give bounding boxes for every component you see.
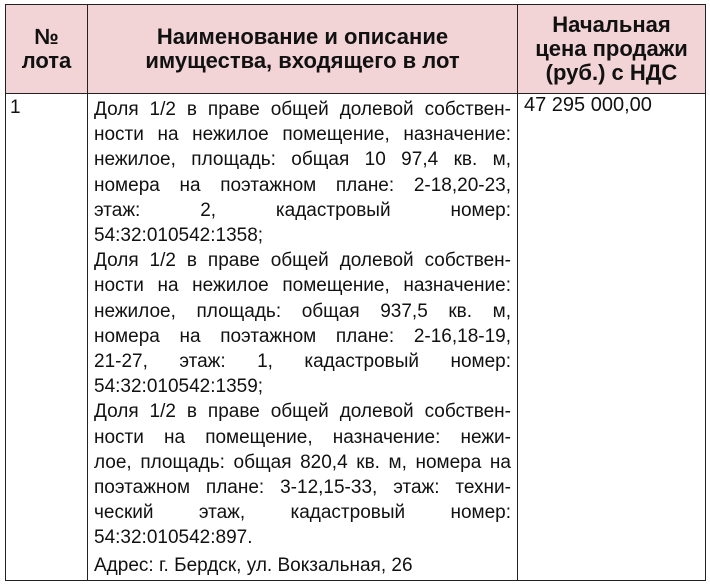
text-line: Доля 1/2 в праве общей долевой собствен- xyxy=(94,99,511,120)
text-line: Доля 1/2 в праве общей долевой собствен- xyxy=(94,250,511,272)
text-line: ности на помещение, назначение: нежи- xyxy=(94,426,511,448)
text-line: 54:32:010542:897. xyxy=(94,527,253,549)
text-line: 21-27, этаж: 1, кадастровый номер: xyxy=(94,351,511,373)
header-lot-line: лота xyxy=(21,48,72,73)
text-line: номера на поэтажном плане: 2-16,18-19, xyxy=(94,325,511,347)
text-line: ности на нежилое помещение, назначение: xyxy=(94,124,511,146)
property-item xyxy=(94,97,511,248)
text-line: номера на поэтажном плане: 2-18,20-23, xyxy=(94,174,511,196)
header-price-line: цена продажи xyxy=(535,36,688,61)
header-desc-line: Наименование и описание xyxy=(156,24,449,49)
header-lot-line: № xyxy=(34,24,59,49)
text-line: ческий этаж, кадастровый номер: xyxy=(94,502,511,524)
text-line: лое, площадь: общая 820,4 кв. м, номера на xyxy=(94,451,511,473)
header-price xyxy=(518,5,706,94)
lot-number-cell: 1 xyxy=(6,94,88,581)
header-description xyxy=(88,5,518,94)
header-price-line: Начальная xyxy=(552,12,671,37)
header-desc-line: имущества, входящего в лот xyxy=(145,48,460,73)
table-row xyxy=(6,94,706,581)
address: Адрес: г. Бердск, ул. Вокзальная, 26 xyxy=(94,554,413,576)
text-line: поэтажном плане: 3-12,15-33, этаж: техни- xyxy=(94,477,511,499)
header-row xyxy=(6,5,706,94)
text-line: 54:32:010542:1359; xyxy=(94,376,264,398)
text-line: 54:32:010542:1358; xyxy=(94,225,264,247)
text-line: этаж: 2, кадастровый номер: xyxy=(94,199,511,221)
property-item xyxy=(94,399,511,550)
header-price-line: (руб.) с НДС xyxy=(545,60,678,85)
text-line: нежилое, площадь: общая 10 97,4 кв. м, xyxy=(94,149,511,171)
text-line: нежилое, площадь: общая 937,5 кв. м, xyxy=(94,300,511,322)
property-item xyxy=(94,248,511,399)
lot-table xyxy=(5,4,706,581)
price-cell: 47 295 000,00 xyxy=(518,94,706,581)
text-line: Доля 1/2 в праве общей долевой собствен- xyxy=(94,401,511,423)
header-lot-number xyxy=(6,5,88,94)
text-line: ности на нежилое помещение, назначение: xyxy=(94,275,511,297)
description-cell xyxy=(88,94,518,581)
